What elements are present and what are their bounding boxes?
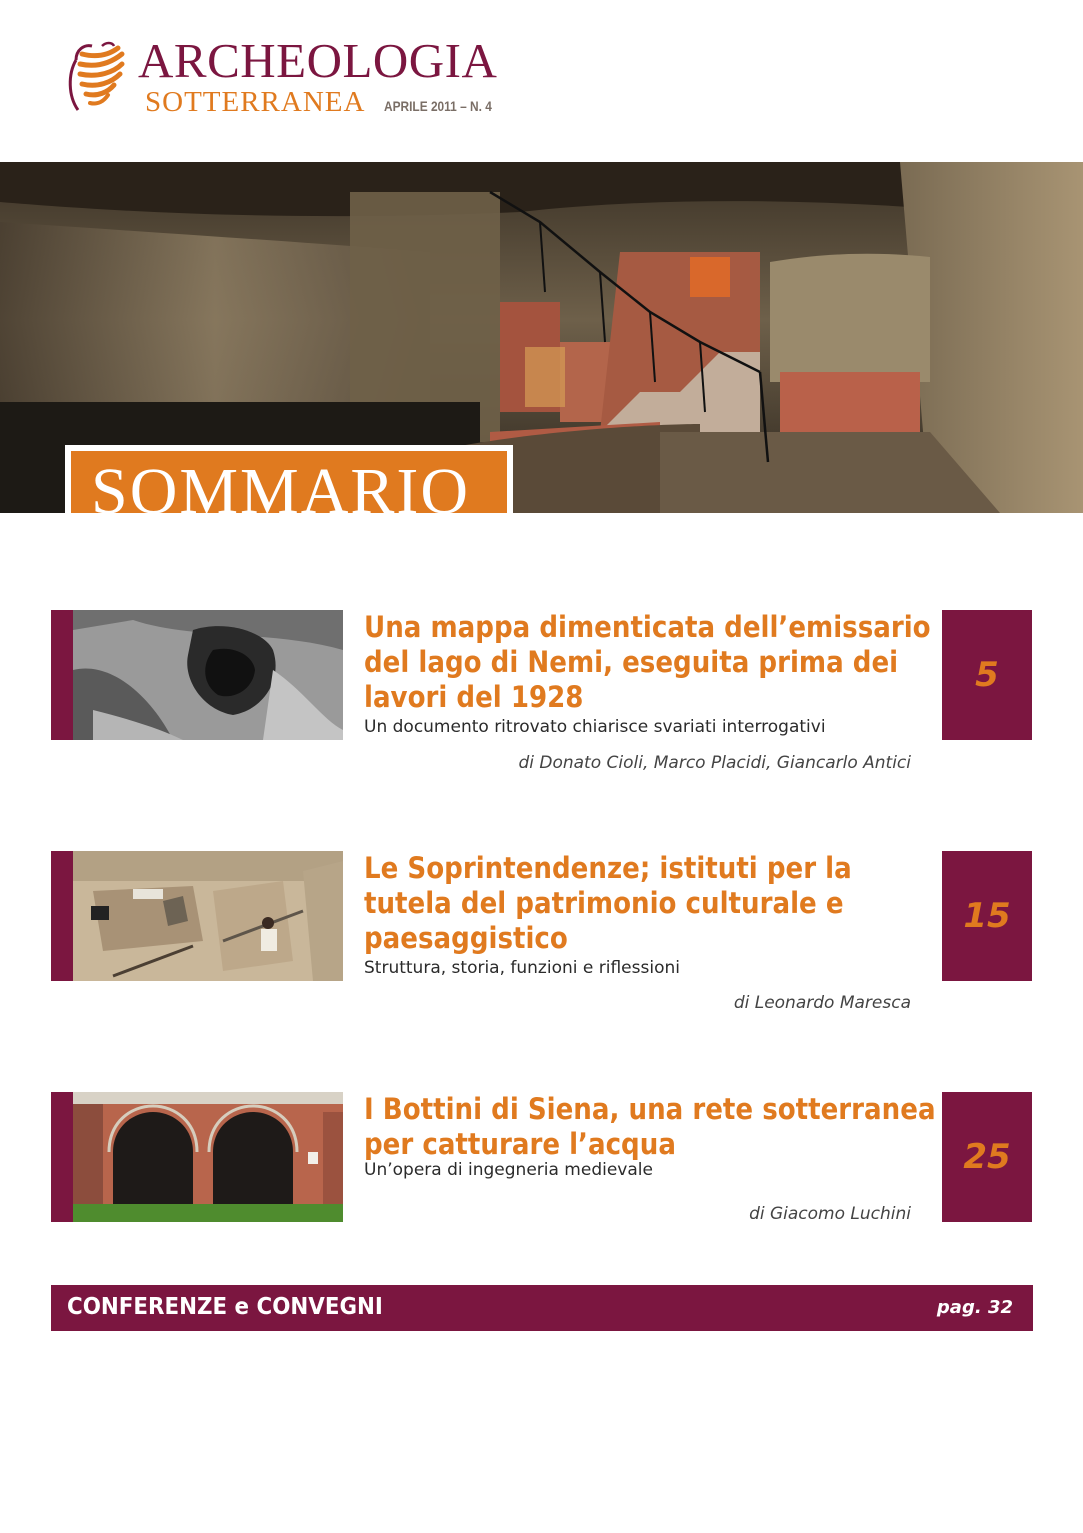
entry-author: di Giacomo Luchini xyxy=(749,1204,911,1224)
entry-subtitle: Un’opera di ingegneria medievale xyxy=(364,1160,653,1180)
entry-page-number[interactable]: 5 xyxy=(942,610,1032,740)
conferences-page: pag. 32 xyxy=(936,1297,1013,1318)
entry-accent-bar xyxy=(51,610,73,740)
issue-label: APRILE 2011 – N. 4 xyxy=(384,98,492,114)
sommario-heading: SOMMARIO xyxy=(71,451,507,513)
entry-thumbnail xyxy=(73,610,343,740)
entry-accent-bar xyxy=(51,851,73,981)
entry-thumbnail xyxy=(73,1092,343,1222)
conferences-label: CONFERENZE e CONVEGNI xyxy=(67,1294,383,1320)
toc-entry[interactable] xyxy=(51,610,1033,780)
entry-accent-bar xyxy=(51,1092,73,1222)
entry-page-number[interactable]: 25 xyxy=(942,1092,1032,1222)
entry-page-number[interactable]: 15 xyxy=(942,851,1032,981)
toc-entry[interactable] xyxy=(51,1092,1033,1262)
conferences-bar[interactable] xyxy=(51,1285,1033,1331)
black-and-white-tunnel-photo xyxy=(73,610,343,740)
medieval-brick-fountain-arches-photo xyxy=(73,1092,343,1222)
entry-subtitle: Un documento ritrovato chiarisce svariati interrogativi xyxy=(364,717,826,737)
entry-title[interactable]: Una mappa dimenticata dell’emissario del lago di Nemi, eseguita prima dei lavori del 1928 xyxy=(364,610,931,714)
amphora-spiral-icon xyxy=(62,40,128,116)
entry-author: di Leonardo Maresca xyxy=(733,993,911,1013)
toc-entry[interactable] xyxy=(51,851,1033,1021)
magazine-subtitle: SOTTERRANEA xyxy=(145,86,366,118)
entry-author: di Donato Cioli, Marco Placidi, Giancarlo Antici xyxy=(518,753,911,773)
entry-title[interactable]: I Bottini di Siena, una rete sotterranea per catturare l’acqua xyxy=(364,1092,936,1161)
entry-subtitle: Struttura, storia, funzioni e riflessioni xyxy=(364,958,680,978)
sommario-heading-box xyxy=(65,445,513,513)
excavation-site-photo xyxy=(73,851,343,981)
entry-thumbnail xyxy=(73,851,343,981)
magazine-title: ARCHEOLOGIA xyxy=(138,33,498,88)
entry-title[interactable]: Le Soprintendenze; istituti per la tutela del patrimonio culturale e paesaggistico xyxy=(364,851,852,955)
